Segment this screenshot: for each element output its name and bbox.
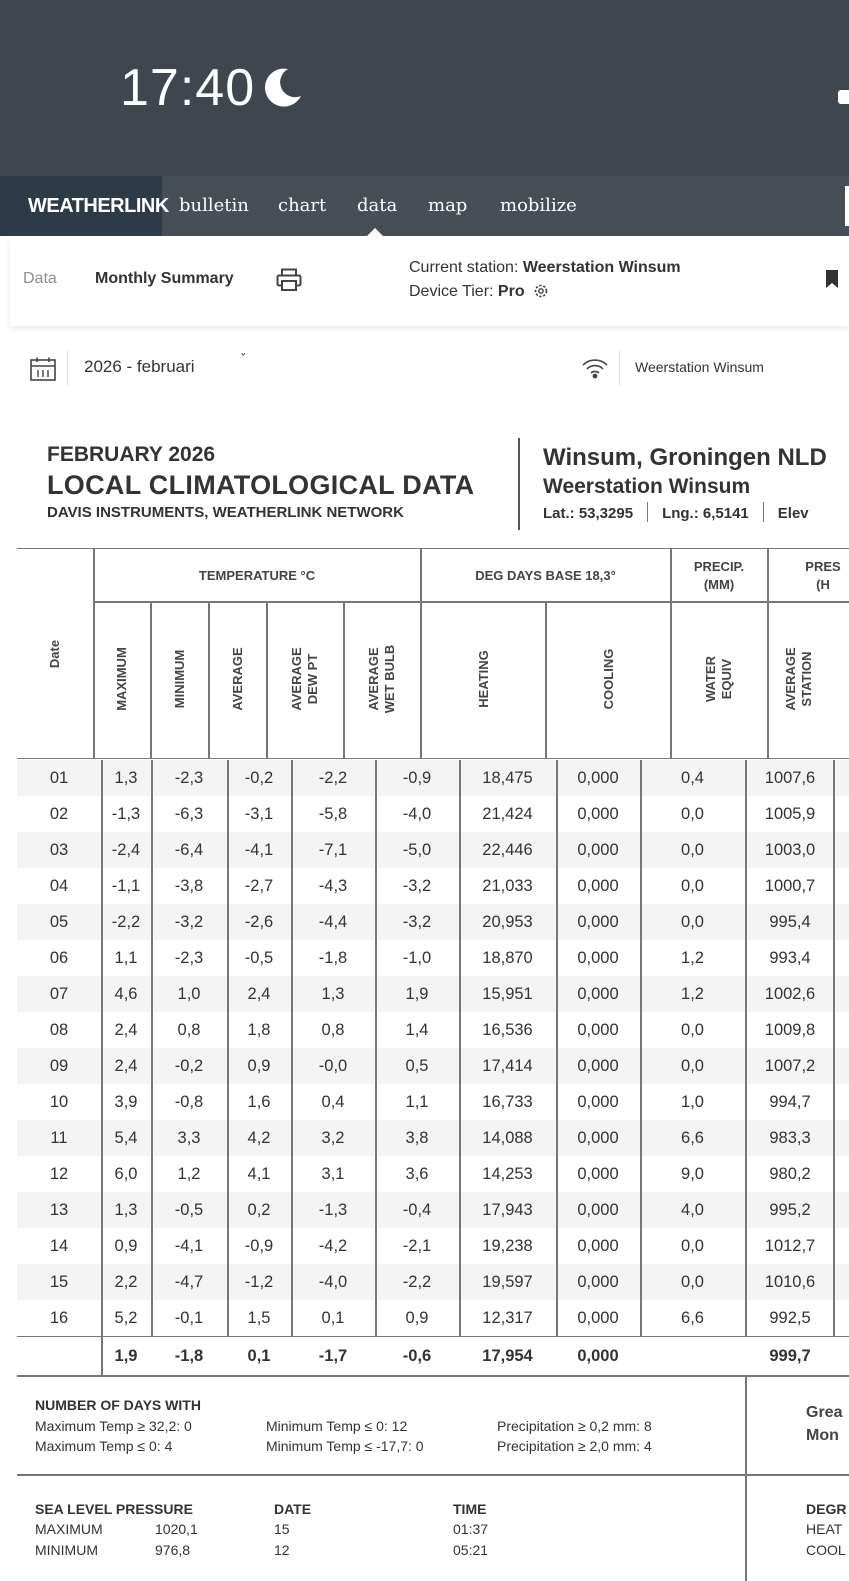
heating-cell: 12,317	[482, 1309, 533, 1327]
summary-wet-cell: -0,6	[402, 1347, 432, 1365]
wet-cell: 3,6	[405, 1165, 429, 1183]
heating-cell: 19,238	[482, 1237, 533, 1255]
wet-cell: 0,9	[405, 1309, 429, 1327]
header-divider	[518, 438, 520, 530]
precip-group-header: PRECIP. (MM)	[693, 558, 745, 592]
date-cell: 07	[49, 985, 69, 1003]
nav-map[interactable]: map	[428, 195, 468, 216]
heating-header: HEATING	[476, 650, 491, 708]
column-divider	[833, 760, 835, 1336]
report-month: FEBRUARY 2026	[47, 443, 216, 466]
cooling-cell: 0,000	[577, 1201, 619, 1219]
report-location: Winsum, Groningen NLD	[543, 444, 827, 471]
column-divider	[459, 760, 461, 1336]
chevron-down-icon[interactable]: ˇ	[240, 353, 247, 368]
section-divider	[17, 1375, 849, 1377]
avg-cell: -2,6	[244, 913, 274, 931]
summary-heating-cell: 17,954	[482, 1347, 533, 1365]
water-cell: 0,0	[681, 1273, 704, 1291]
section-divider	[745, 1474, 747, 1581]
avg-cell: 4,2	[247, 1129, 271, 1147]
wet-cell: -5,0	[402, 841, 432, 859]
station-cell: 1005,9	[764, 805, 816, 823]
cooling-label: COOL	[806, 1542, 846, 1558]
nav-data[interactable]: data	[357, 195, 398, 216]
avg-cell: -0,2	[244, 769, 274, 787]
heating-cell: 22,446	[482, 841, 533, 859]
min-cell: -4,1	[174, 1237, 204, 1255]
table-row	[17, 1012, 849, 1048]
column-divider	[375, 760, 377, 1336]
date-cell: 14	[49, 1237, 69, 1255]
dew-cell: 0,8	[321, 1021, 345, 1039]
water-cell: 0,0	[681, 877, 704, 895]
min-cell: -4,7	[174, 1273, 204, 1291]
table-row	[17, 796, 849, 832]
water-cell: 1,2	[681, 985, 704, 1003]
summary-water-cell	[640, 1337, 745, 1375]
toolbar	[10, 236, 849, 326]
min-cell: 1,2	[177, 1165, 201, 1183]
summary-date-cell	[17, 1337, 101, 1375]
heating-cell: 18,870	[482, 949, 533, 967]
column-divider	[101, 760, 103, 1336]
column-divider	[640, 760, 642, 1336]
status-bar	[0, 0, 849, 176]
heating-cell: 21,033	[482, 877, 533, 895]
avg-cell: -0,9	[244, 1237, 274, 1255]
water-cell: 0,0	[681, 1057, 704, 1075]
station-cell: 983,3	[769, 1129, 811, 1147]
station-label: Current station:	[409, 259, 519, 276]
cooling-cell: 0,000	[577, 1309, 619, 1327]
station-cell: 1003,0	[764, 841, 816, 859]
cooling-cell: 0,000	[577, 1129, 619, 1147]
dew-cell: -0,0	[318, 1057, 348, 1075]
days-with-header: NUMBER OF DAYS WITH	[35, 1397, 201, 1413]
nav-mobilize[interactable]: mobilize	[500, 195, 577, 216]
date-cell: 03	[49, 841, 69, 859]
cooling-cell: 0,000	[577, 877, 619, 895]
station-cell: 1002,6	[764, 985, 816, 1003]
selector-row	[0, 345, 849, 391]
max-cell: 1,3	[114, 769, 138, 787]
min-cell: -6,3	[174, 805, 204, 823]
station-cell: 1009,8	[764, 1021, 816, 1039]
slp-min-time: 05:21	[453, 1542, 489, 1558]
max-cell: 2,2	[114, 1273, 138, 1291]
water-equiv-header: WATER EQUIV	[703, 656, 734, 702]
latitude: Lat.: 53,3295	[543, 505, 634, 522]
water-cell: 4,0	[681, 1201, 704, 1219]
avg-cell: 1,8	[247, 1021, 271, 1039]
min-cell: 1,0	[177, 985, 201, 1003]
dew-cell: -4,2	[318, 1237, 348, 1255]
water-cell: 1,2	[681, 949, 704, 967]
status-time: 17:40	[120, 59, 256, 117]
water-cell: 0,0	[681, 1021, 704, 1039]
water-cell: 0,0	[681, 841, 704, 859]
summary-max-cell: 1,9	[114, 1347, 138, 1365]
average-header: AVERAGE	[230, 647, 245, 711]
avg-dew-header: AVERAGE DEW PT	[289, 647, 320, 711]
avg-cell: 4,1	[247, 1165, 271, 1183]
table-row	[17, 1300, 849, 1336]
dew-cell: 0,4	[321, 1093, 345, 1111]
heating-cell: 16,536	[482, 1021, 533, 1039]
days-max-le: Maximum Temp ≤ 0: 4	[35, 1438, 173, 1454]
table-row	[17, 1192, 849, 1228]
station-cell: 1000,7	[764, 877, 816, 895]
dew-cell: -4,3	[318, 877, 348, 895]
table-row	[17, 1048, 849, 1084]
wet-cell: 1,4	[405, 1021, 429, 1039]
cooling-cell: 0,000	[577, 1273, 619, 1291]
station-name: Weerstation Winsum	[522, 259, 681, 276]
water-cell: 6,6	[681, 1129, 704, 1147]
slp-max-label: MAXIMUM	[35, 1521, 103, 1537]
date-cell: 11	[50, 1129, 68, 1147]
cooling-cell: 0,000	[577, 1021, 619, 1039]
max-cell: -1,3	[111, 805, 141, 823]
tier-value: Pro	[497, 283, 525, 300]
page-title: Monthly Summary	[95, 270, 234, 287]
max-cell: 5,2	[114, 1309, 138, 1327]
breadcrumb-data[interactable]: Data	[23, 270, 57, 287]
table-row	[17, 760, 849, 796]
divider	[67, 351, 68, 385]
slp-max-value: 1020,1	[155, 1521, 198, 1537]
cooling-cell: 0,000	[577, 805, 619, 823]
min-cell: -2,3	[174, 949, 204, 967]
station-cell: 1012,7	[764, 1237, 816, 1255]
elevation: Elev	[777, 505, 809, 522]
cooling-cell: 0,000	[577, 949, 619, 967]
date-header: Date	[47, 639, 62, 669]
min-cell: 0,8	[177, 1021, 201, 1039]
days-prec-02: Precipitation ≥ 0,2 mm: 8	[497, 1418, 652, 1434]
avg-cell: -1,2	[244, 1273, 274, 1291]
avg-cell: 0,2	[247, 1201, 271, 1219]
avg-cell: 1,6	[247, 1093, 271, 1111]
cooling-cell: 0,000	[577, 1093, 619, 1111]
avg-cell: -0,5	[244, 949, 274, 967]
table-row	[17, 976, 849, 1012]
wet-cell: 1,9	[405, 985, 429, 1003]
report-header-left	[47, 442, 474, 524]
section-divider	[17, 1474, 849, 1476]
max-cell: -2,2	[111, 913, 141, 931]
water-cell: 1,0	[681, 1093, 704, 1111]
wet-cell: -4,0	[402, 805, 432, 823]
print-icon[interactable]	[276, 268, 302, 292]
wet-cell: 0,5	[405, 1057, 429, 1075]
slp-max-time: 01:37	[453, 1521, 489, 1537]
summary-row	[17, 1336, 849, 1374]
moon-icon	[262, 66, 304, 108]
summary-cooling-cell: 0,000	[577, 1347, 619, 1365]
heating-cell: 19,597	[482, 1273, 533, 1291]
bookmark-icon[interactable]	[826, 270, 838, 288]
table-row	[17, 868, 849, 904]
date-cell: 09	[49, 1057, 69, 1075]
longitude: Lng.: 6,5141	[662, 505, 749, 522]
dew-cell: -4,4	[318, 913, 348, 931]
column-divider	[556, 760, 558, 1336]
dew-cell: -5,8	[318, 805, 348, 823]
column-divider	[291, 760, 293, 1336]
heating-cell: 14,088	[482, 1129, 533, 1147]
table-row	[17, 940, 849, 976]
divider	[619, 351, 620, 385]
heating-label: HEAT	[806, 1521, 843, 1537]
wet-cell: -0,9	[402, 769, 432, 787]
max-cell: 4,6	[114, 985, 138, 1003]
wet-cell: 1,1	[405, 1093, 429, 1111]
days-max-ge: Maximum Temp ≥ 32,2: 0	[35, 1418, 192, 1434]
max-cell: 1,1	[114, 949, 138, 967]
cooling-cell: 0,000	[577, 1057, 619, 1075]
report-station: Weerstation Winsum	[543, 475, 751, 498]
slp-min-date: 12	[274, 1542, 290, 1558]
slp-min-label: MINIMUM	[35, 1542, 98, 1558]
cooling-cell: 0,000	[577, 985, 619, 1003]
min-cell: -3,2	[174, 913, 204, 931]
date-cell: 10	[49, 1093, 69, 1111]
max-cell: 6,0	[114, 1165, 138, 1183]
cooling-cell: 0,000	[577, 1165, 619, 1183]
degree-days-header: DEGR	[806, 1501, 847, 1517]
dew-cell: -1,8	[318, 949, 348, 967]
nav-edge	[845, 186, 849, 226]
min-cell: -2,3	[174, 769, 204, 787]
max-cell: 2,4	[114, 1021, 138, 1039]
dew-cell: 0,1	[321, 1309, 345, 1327]
heating-cell: 17,943	[482, 1201, 533, 1219]
dew-cell: 1,3	[321, 985, 345, 1003]
max-cell: 0,9	[114, 1237, 138, 1255]
station-cell: 1010,6	[764, 1273, 816, 1291]
greatest-label: Grea	[806, 1404, 843, 1421]
cooling-header: COOLING	[601, 648, 616, 710]
nav-chart[interactable]: chart	[278, 195, 327, 216]
month-label: Mon	[806, 1427, 839, 1444]
weatherlink-logo[interactable]: WEATHERLINK	[0, 176, 162, 236]
slp-max-date: 15	[274, 1521, 290, 1537]
water-cell: 0,0	[681, 805, 704, 823]
heating-cell: 17,414	[482, 1057, 533, 1075]
date-cell: 01	[49, 769, 69, 787]
heating-cell: 16,733	[482, 1093, 533, 1111]
station-cell: 993,4	[769, 949, 811, 967]
date-cell: 04	[49, 877, 69, 895]
temperature-group-header: TEMPERATURE °C	[198, 567, 316, 583]
table-row	[17, 1156, 849, 1192]
avg-cell: 1,5	[247, 1309, 271, 1327]
heating-cell: 15,951	[482, 985, 533, 1003]
table-row	[17, 1084, 849, 1120]
wet-cell: -2,2	[402, 1273, 432, 1291]
water-cell: 9,0	[681, 1165, 704, 1183]
station-cell: 992,5	[769, 1309, 811, 1327]
station-cell: 1007,2	[764, 1057, 816, 1075]
table-row	[17, 1120, 849, 1156]
heating-cell: 18,475	[482, 769, 533, 787]
degdays-group-header: DEG DAYS BASE 18,3°	[475, 567, 616, 583]
top-nav	[0, 176, 849, 236]
min-cell: -0,5	[174, 1201, 204, 1219]
maximum-header: MAXIMUM	[114, 647, 129, 711]
report-title: LOCAL CLIMATOLOGICAL DATA	[47, 470, 475, 500]
min-cell: 3,3	[177, 1129, 201, 1147]
month-select[interactable]: 2026 - februari	[84, 357, 195, 376]
table-row	[17, 904, 849, 940]
date-cell: 02	[49, 805, 69, 823]
date-cell: 12	[49, 1165, 69, 1183]
max-cell: -2,4	[111, 841, 141, 859]
wet-cell: -1,0	[402, 949, 432, 967]
max-cell: -1,1	[111, 877, 141, 895]
date-cell: 08	[49, 1021, 69, 1039]
max-cell: 2,4	[114, 1057, 138, 1075]
days-prec-20: Precipitation ≥ 2,0 mm: 4	[497, 1438, 652, 1454]
station-cell: 995,2	[769, 1201, 811, 1219]
min-cell: -0,8	[174, 1093, 204, 1111]
wet-cell: -3,2	[402, 913, 432, 931]
nav-bulletin[interactable]: bulletin	[179, 195, 249, 216]
date-cell: 06	[49, 949, 69, 967]
wet-cell: -2,1	[402, 1237, 432, 1255]
table-header	[17, 548, 849, 759]
date-cell: 13	[49, 1201, 69, 1219]
report-header-right	[543, 443, 827, 527]
summary-dew-cell: -1,7	[318, 1347, 348, 1365]
max-cell: 5,4	[114, 1129, 138, 1147]
heating-cell: 20,953	[482, 913, 533, 931]
date-cell: 05	[49, 913, 69, 931]
avg-cell: -4,1	[244, 841, 274, 859]
station-cell: 994,7	[769, 1093, 811, 1111]
station-select[interactable]: Weerstation Winsum	[635, 359, 764, 375]
water-cell: 0,0	[681, 1237, 704, 1255]
station-cell: 995,4	[769, 913, 811, 931]
table-row	[17, 832, 849, 868]
report-subtitle: DAVIS INSTRUMENTS, WEATHERLINK NETWORK	[47, 504, 404, 521]
dew-cell: 3,1	[321, 1165, 345, 1183]
column-divider	[745, 760, 747, 1336]
table-row	[17, 1264, 849, 1300]
date-cell: 15	[49, 1273, 69, 1291]
avg-station-header: AVERAGE STATION	[783, 647, 814, 711]
min-cell: -3,8	[174, 877, 204, 895]
water-cell: 0,4	[681, 769, 704, 787]
max-cell: 3,9	[114, 1093, 138, 1111]
column-divider	[101, 1337, 103, 1375]
table-row	[17, 1228, 849, 1264]
avg-cell: -3,1	[244, 805, 274, 823]
heating-cell: 14,253	[482, 1165, 533, 1183]
summary-avg-cell: 0,1	[247, 1347, 271, 1365]
pressure-group-header: PRES (H	[805, 558, 841, 592]
active-tab-caret	[367, 228, 383, 236]
time-col-header: TIME	[453, 1501, 487, 1517]
cooling-cell: 0,000	[577, 913, 619, 931]
column-divider	[151, 760, 153, 1336]
date-col-header: DATE	[274, 1501, 312, 1517]
dew-cell: -2,2	[318, 769, 348, 787]
min-cell: -0,1	[174, 1309, 204, 1327]
summary-min-cell: -1,8	[174, 1347, 204, 1365]
date-cell: 16	[49, 1309, 69, 1327]
station-cell: 1007,6	[764, 769, 816, 787]
cooling-cell: 0,000	[577, 769, 619, 787]
dew-cell: 3,2	[321, 1129, 345, 1147]
section-divider	[745, 1375, 747, 1475]
avg-cell: -2,7	[244, 877, 274, 895]
slp-min-value: 976,8	[155, 1542, 191, 1558]
station-cell: 980,2	[769, 1165, 811, 1183]
min-cell: -6,4	[174, 841, 204, 859]
sea-level-header: SEA LEVEL PRESSURE	[35, 1501, 193, 1517]
gear-icon[interactable]	[533, 283, 549, 299]
minimum-header: MINIMUM	[172, 649, 187, 709]
min-cell: -0,2	[174, 1057, 204, 1075]
wifi-icon	[581, 357, 609, 381]
cooling-cell: 0,000	[577, 841, 619, 859]
wet-cell: 3,8	[405, 1129, 429, 1147]
column-divider	[227, 760, 229, 1336]
wet-cell: -0,4	[402, 1201, 432, 1219]
cooling-cell: 0,000	[577, 1237, 619, 1255]
heating-cell: 21,424	[482, 805, 533, 823]
summary-station-cell: 999,7	[769, 1347, 811, 1365]
dew-cell: -4,0	[318, 1273, 348, 1291]
avg-cell: 0,9	[247, 1057, 271, 1075]
days-min-le0: Minimum Temp ≤ 0: 12	[266, 1418, 408, 1434]
dew-cell: -7,1	[318, 841, 348, 859]
calendar-icon[interactable]	[30, 357, 56, 381]
avg-cell: 2,4	[247, 985, 271, 1003]
water-cell: 0,0	[681, 913, 704, 931]
status-indicator	[838, 90, 849, 104]
report-coords	[543, 501, 827, 527]
station-info	[409, 256, 681, 304]
wet-cell: -3,2	[402, 877, 432, 895]
avg-wet-header: AVERAGE WET BULB	[366, 644, 397, 714]
water-cell: 6,6	[681, 1309, 704, 1327]
tier-label: Device Tier:	[409, 283, 494, 300]
max-cell: 1,3	[114, 1201, 138, 1219]
days-min-le177: Minimum Temp ≤ -17,7: 0	[266, 1438, 424, 1454]
dew-cell: -1,3	[318, 1201, 348, 1219]
